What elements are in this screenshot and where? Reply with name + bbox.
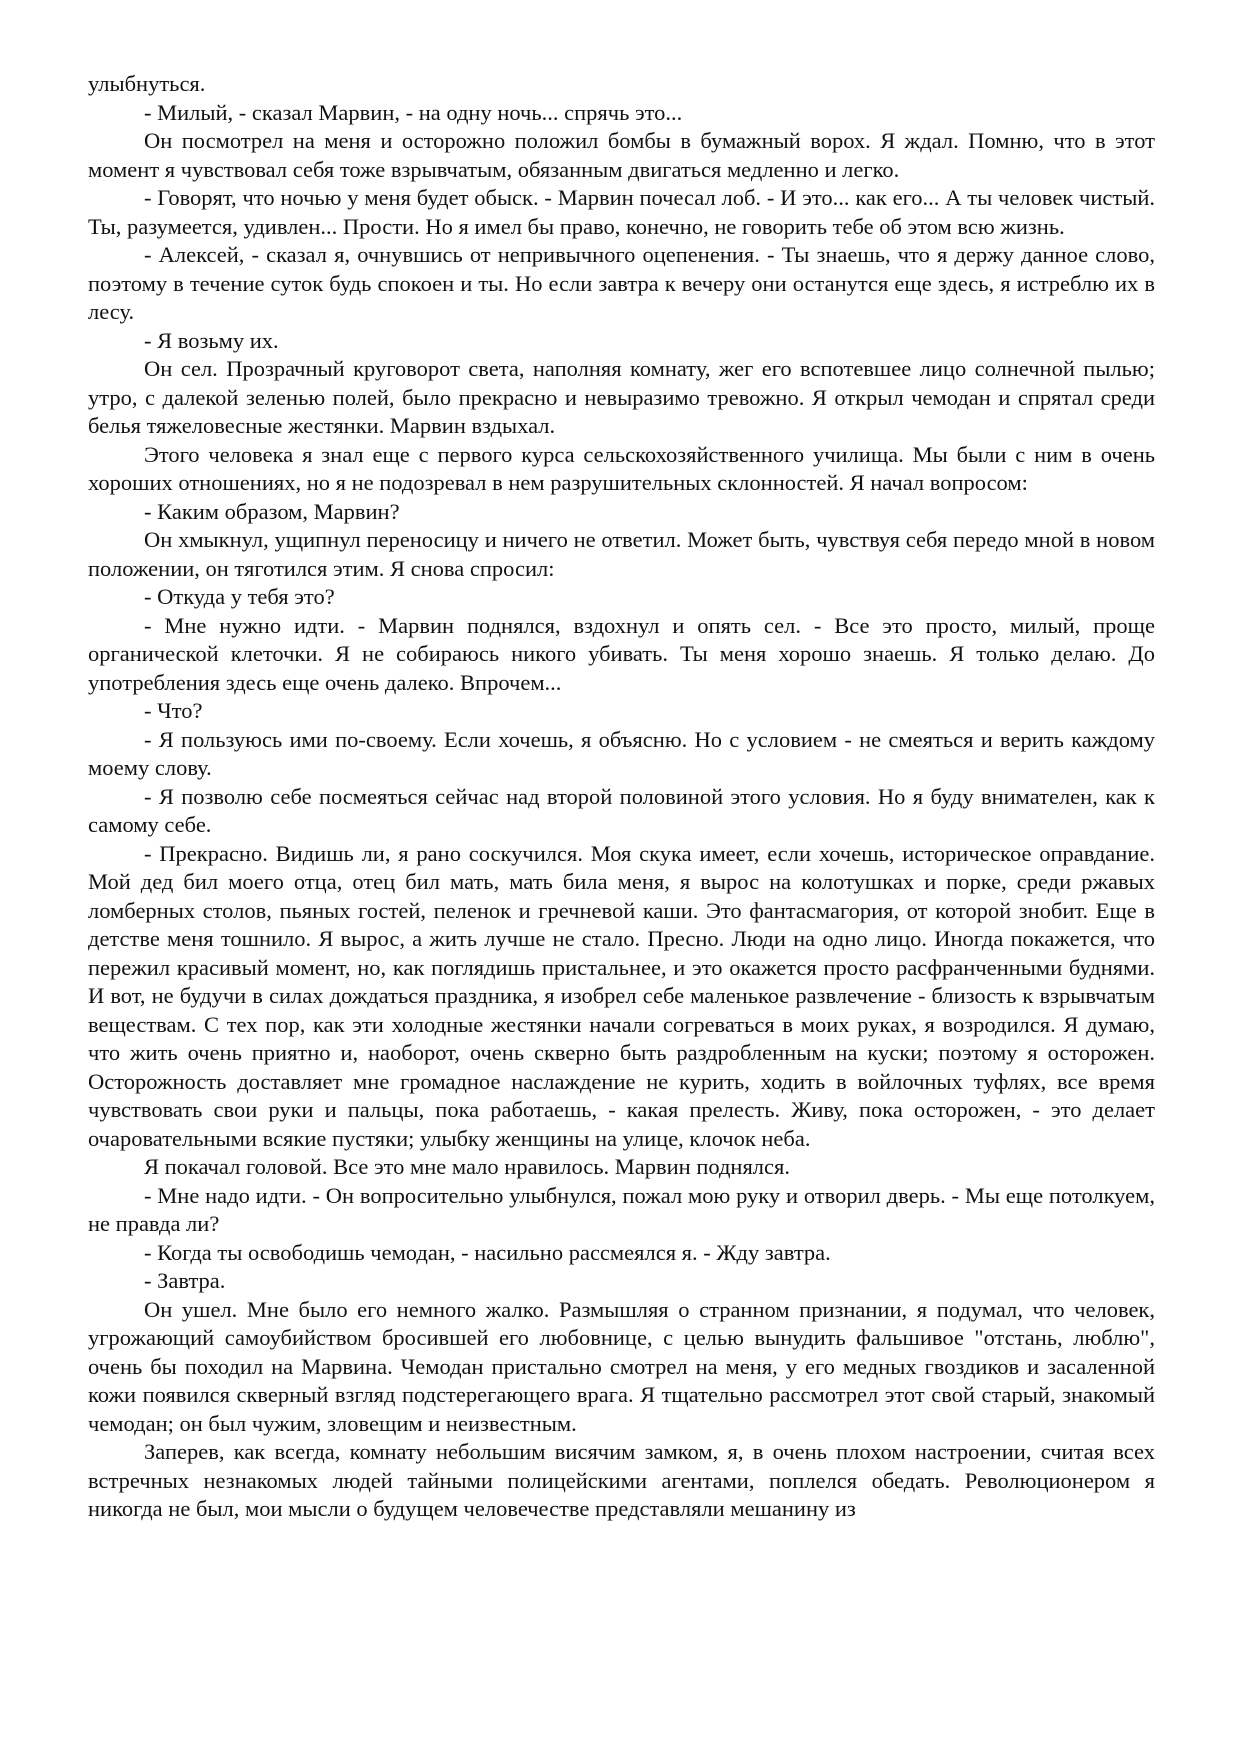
text-paragraph: - Я пользуюсь ими по-своему. Если хочешь, я объясню. Но с условием - не смеяться и верить каждому моему слову. <box>88 726 1155 780</box>
text-paragraph: - Алексей, - сказал я, очнувшись от непривычного оцепенения. - Ты знаешь, что я держу данное слово, поэтому в течение суток будь спокоен и ты. Но если завтра к вечеру они останутся еще здесь, я истреблю их в лесу. <box>88 242 1155 324</box>
text-paragraph: - Когда ты освободишь чемодан, - насильно рассмеялся я. - Жду завтра. <box>144 1239 831 1265</box>
text-paragraph: - Каким образом, Марвин? <box>144 498 400 524</box>
text-paragraph: улыбнуться. <box>88 71 206 96</box>
text-paragraph: - Откуда у тебя это? <box>144 584 335 609</box>
text-paragraph: - Завтра. <box>144 1268 226 1293</box>
text-paragraph: - Милый, - сказал Марвин, - на одну ночь... спрячь это... <box>144 99 683 125</box>
text-paragraph: - Говорят, что ночью у меня будет обыск. - Марвин почесал лоб. - И это... как его... А ты человек чистый. Ты, разумеется, удивлен... Прости. Но я имел бы право, конечно, не говорить тебе об этом всю жизнь. <box>88 185 1155 239</box>
text-paragraph: Этого человека я знал еще с первого курса сельскохозяйственного училища. Мы были с ним в очень хороших отношениях, но я не подозревал в нем разрушительных склонностей. Я начал вопросом: <box>88 441 1155 495</box>
text-paragraph: Он посмотрел на меня и осторожно положил бомбы в бумажный ворох. Я ждал. Помню, что в этот момент я чувствовал себя тоже взрывчатым, обязанным двигаться медленно и легко. <box>88 128 1155 182</box>
text-paragraph: Заперев, как всегда, комнату небольшим висячим замком, я, в очень плохом настроении, считая всех встречных незнакомых людей тайными полицейскими агентами, поплелся обедать. Революционером я никогда не был, мои мысли о будущем человечестве представляли мешанину из <box>88 1439 1155 1521</box>
text-paragraph: Он хмыкнул, ущипнул переносицу и ничего не ответил. Может быть, чувствуя себя передо мной в новом положении, он тяготился этим. Я снова спросил: <box>88 527 1155 581</box>
text-paragraph: Он сел. Прозрачный круговорот света, наполняя комнату, жег его вспотевшее лицо солнечной пылью; утро, с далекой зеленью полей, было прекрасно и невыразимо тревожно. Я открыл чемодан и спрятал среди белья тяжеловесные жестянки. Марвин вздыхал. <box>88 356 1155 438</box>
document-page <box>88 70 1155 1524</box>
text-paragraph: Я покачал головой. Все это мне мало нравилось. Марвин поднялся. <box>144 1154 790 1179</box>
text-paragraph: - Я позволю себе посмеяться сейчас над второй половиной этого условия. Но я буду внимателен, как к самому себе. <box>88 783 1155 837</box>
text-paragraph: - Я возьму их. <box>144 327 279 353</box>
text-paragraph: Он ушел. Мне было его немного жалко. Размышляя о странном признании, я подумал, что человек, угрожающий самоубийством бросившей его любовнице, с целью вынудить фальшивое "отстань, люблю", очень бы походил на Марвина. Чемодан пристально смотрел на меня, у его медных гвоздиков и засаленной кожи появился скверный взгляд подстерегающего врага. Я тщательно рассмотрел этот свой старый, знакомый чемодан; он был чужим, зловещим и неизвестным. <box>88 1296 1155 1436</box>
text-paragraph: - Прекрасно. Видишь ли, я рано соскучился. Моя скука имеет, если хочешь, историческое оправдание. Мой дед бил моего отца, отец бил мать, мать била меня, я вырос на колотушках и порке, среди ржавых ломберных столов, пьяных гостей, пеленок и гречневой каши. Это фантасмагория, от которой знобит. Еще в детстве меня тошнило. Я вырос, а жить лучше не стало. Пресно. Люди на одно лицо. Иногда покажется, что пережил красивый момент, но, как поглядишь пристальнее, и это окажется просто расфранченными буднями. И вот, не будучи в силах дождаться праздника, я изобрел себе маленькое развлечение - близость к взрывчатым веществам. С тех пор, как эти холодные жестянки начали согреваться в моих руках, я возродился. Я думаю, что жить очень приятно и, наоборот, очень скверно быть раздробленным на куски; поэтому я осторожен. Осторожность доставляет мне громадное наслаждение не курить, ходить в войлочных туфлях, все время чувствовать свои руки и пальцы, пока работаешь, - какая прелесть. Живу, пока осторожен, - это делает очаровательными всякие пустяки; улыбку женщины на улице, клочок неба. <box>88 840 1155 1151</box>
text-paragraph: - Мне надо идти. - Он вопросительно улыбнулся, пожал мою руку и отворил дверь. - Мы еще потолкуем, не правда ли? <box>88 1182 1155 1236</box>
text-paragraph: - Мне нужно идти. - Марвин поднялся, вздохнул и опять сел. - Все это просто, милый, проще органической клеточки. Я не собираюсь никого убивать. Ты меня хорошо знаешь. Я только делаю. До употребления здесь еще очень далеко. Впрочем... <box>88 612 1155 695</box>
text-paragraph: - Что? <box>144 698 203 723</box>
